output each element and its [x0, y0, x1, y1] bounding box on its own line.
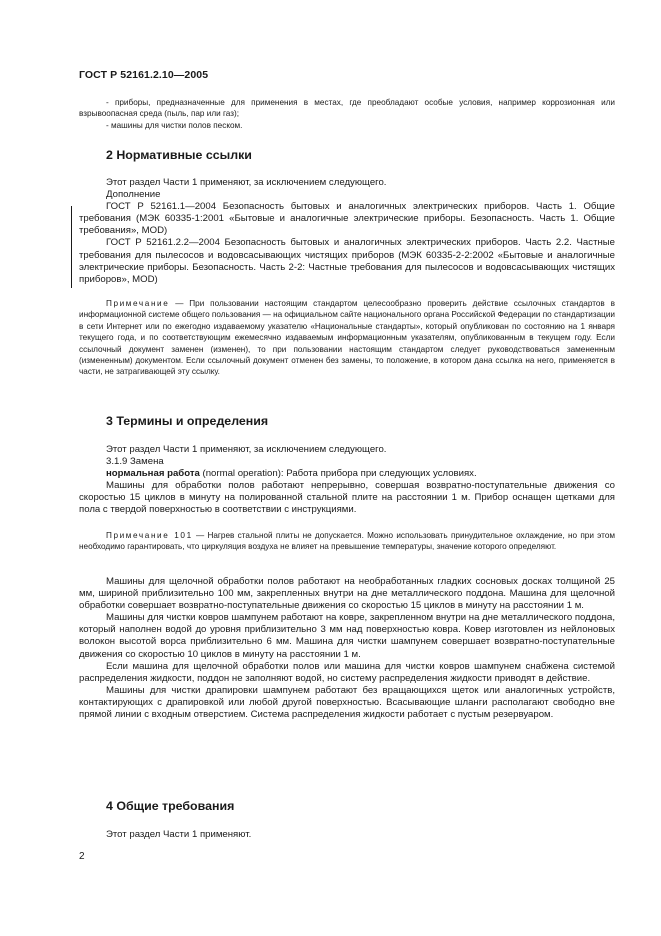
alkaline-machines-paragraph: Машины для щелочной обработки полов работают на необработанных гладких сосновых досках толщиной 25 мм, шириной приблизительно 100 мм, закрепленных внутри на дне металлического поддона. Машина для щелочной обработки совершает возвратно-поступательные движения со скоростью 15 циклов в минуту на расстоянии 1 м. [79, 576, 615, 612]
section-3-note [79, 530, 615, 553]
note-text: — При пользовании настоящим стандартом целесообразно проверить действие ссылочных стандартов в информационной системе общего пользования — на официальном сайте национального органа Российской Федерации по стандартизации в сети Интернет или по ежегодно издаваемому указателю «Национальные стандарты», который опубликован по состоянию на 1 января текущего года, и по соответствующим ежемесячно издаваемым информационным указателям, опубликованным в текущем году. Если ссылочный документ заменен (изменен), то при пользовании настоящим стандартом следует руководствоваться замененным (измененным) документом. Если ссылочный документ отменен без замены, то положение, в котором дана ссылка на него, применяется в части, не затрагивающей эту ссылку. [79, 299, 615, 377]
reference-1: ГОСТ Р 52161.1—2004 Безопасность бытовых и аналогичных электрических приборов. Часть 1. Общие требования (МЭК 60335-1:2001 «Бытовые и аналогичные электрические приборы. Безопасность. Часть 1. Общие требования», MOD) [79, 201, 615, 237]
section-2-body [79, 177, 615, 286]
section-2-title: 2 Нормативные ссылки [106, 148, 252, 162]
note-label: Примечание [106, 299, 170, 308]
carpet-machines-paragraph: Машины для чистки ковров шампунем работают на ковре, закрепленном внутри на дне металлического поддона, который наполнен водой до уровня приблизительно 3 мм над поверхностью ковра. Ковер изготовлен из нейлоновых волокон высотой ворса приблизительно 6 мм. Машина для чистки шампунем совершает возвратно-поступательные движения со скоростью 10 циклов в минуту на расстоянии 1 м. [79, 612, 615, 660]
page-number: 2 [79, 851, 85, 862]
section-3-intro: Этот раздел Части 1 применяют, за исключением следующего. [106, 444, 387, 455]
term-definition: (normal operation): Работа прибора при следующих условиях. [199, 468, 477, 480]
note-101-label: Примечание 101 [106, 531, 193, 540]
intro-item-2: - машины для чистки полов песком. [106, 120, 243, 130]
section-4-body [79, 829, 615, 841]
section-4-intro: Этот раздел Части 1 применяют. [106, 829, 252, 840]
floor-machines-paragraph: Машины для обработки полов работают непрерывно, совершая возвратно-поступательные движения со скоростью 15 циклов в минуту на полированной стальной плите на расстоянии 1 м. Прибор оснащен щетками для пола с твердой поверхностью в соответствии с инструкциями. [79, 480, 615, 516]
addition-label: Дополнение [106, 189, 161, 201]
section-3-body-a [79, 444, 615, 517]
term-normal-operation: нормальная работа [106, 468, 200, 480]
clause-3-1-9: 3.1.9 Замена [106, 456, 164, 468]
section-4-title: 4 Общие требования [106, 799, 235, 813]
change-bar [71, 206, 72, 288]
intro-item-1: - приборы, предназначенные для применения в местах, где преобладают особые условия, например коррозионная или взрывоопасная среда (пыль, пар или газ); [79, 98, 615, 119]
liquid-system-paragraph: Если машина для щелочной обработки полов или машина для чистки ковров шампунем снабжена системой распределения жидкости, поддон не заполняют водой, но систему распределения жидкости приводят в действие. [79, 660, 615, 684]
note-101-text: — Нагрев стальной плиты не допускается. Можно использовать принудительное охлаждение, но при этом необходимо гарантировать, что циркуляция воздуха не влияет на превышение температуры, значение которого определяют. [79, 531, 615, 552]
reference-2: ГОСТ Р 52161.2.2—2004 Безопасность бытовых и аналогичных электрических приборов. Часть 2.2. Частные требования для пылесосов и водовсасывающих чистящих приборов (МЭК 60335-2-2:2002 «Бытовые и аналогичные электрические приборы. Безопасность. Часть 2-2: Частные требования для пылесосов и водовсасывающих чистящих приборов», MOD) [79, 237, 615, 285]
section-2-intro: Этот раздел Части 1 применяют, за исключением следующего. [106, 177, 387, 188]
intro-list [79, 97, 615, 131]
document-code-header: ГОСТ Р 52161.2.10—2005 [79, 69, 209, 81]
section-3-title: 3 Термины и определения [106, 414, 269, 428]
section-2-note [79, 298, 615, 378]
section-3-body-b [79, 576, 615, 721]
drapery-machines-paragraph: Машины для чистки драпировки шампунем работают без вращающихся щеток или аналогичных устройств, контактирующих с драпировкой или любой другой поверхностью. Всасывающие шланги располагают свободно вне прямой линии с входным отверстием. Система распределения жидкости работает с пустым резервуаром. [79, 684, 615, 721]
